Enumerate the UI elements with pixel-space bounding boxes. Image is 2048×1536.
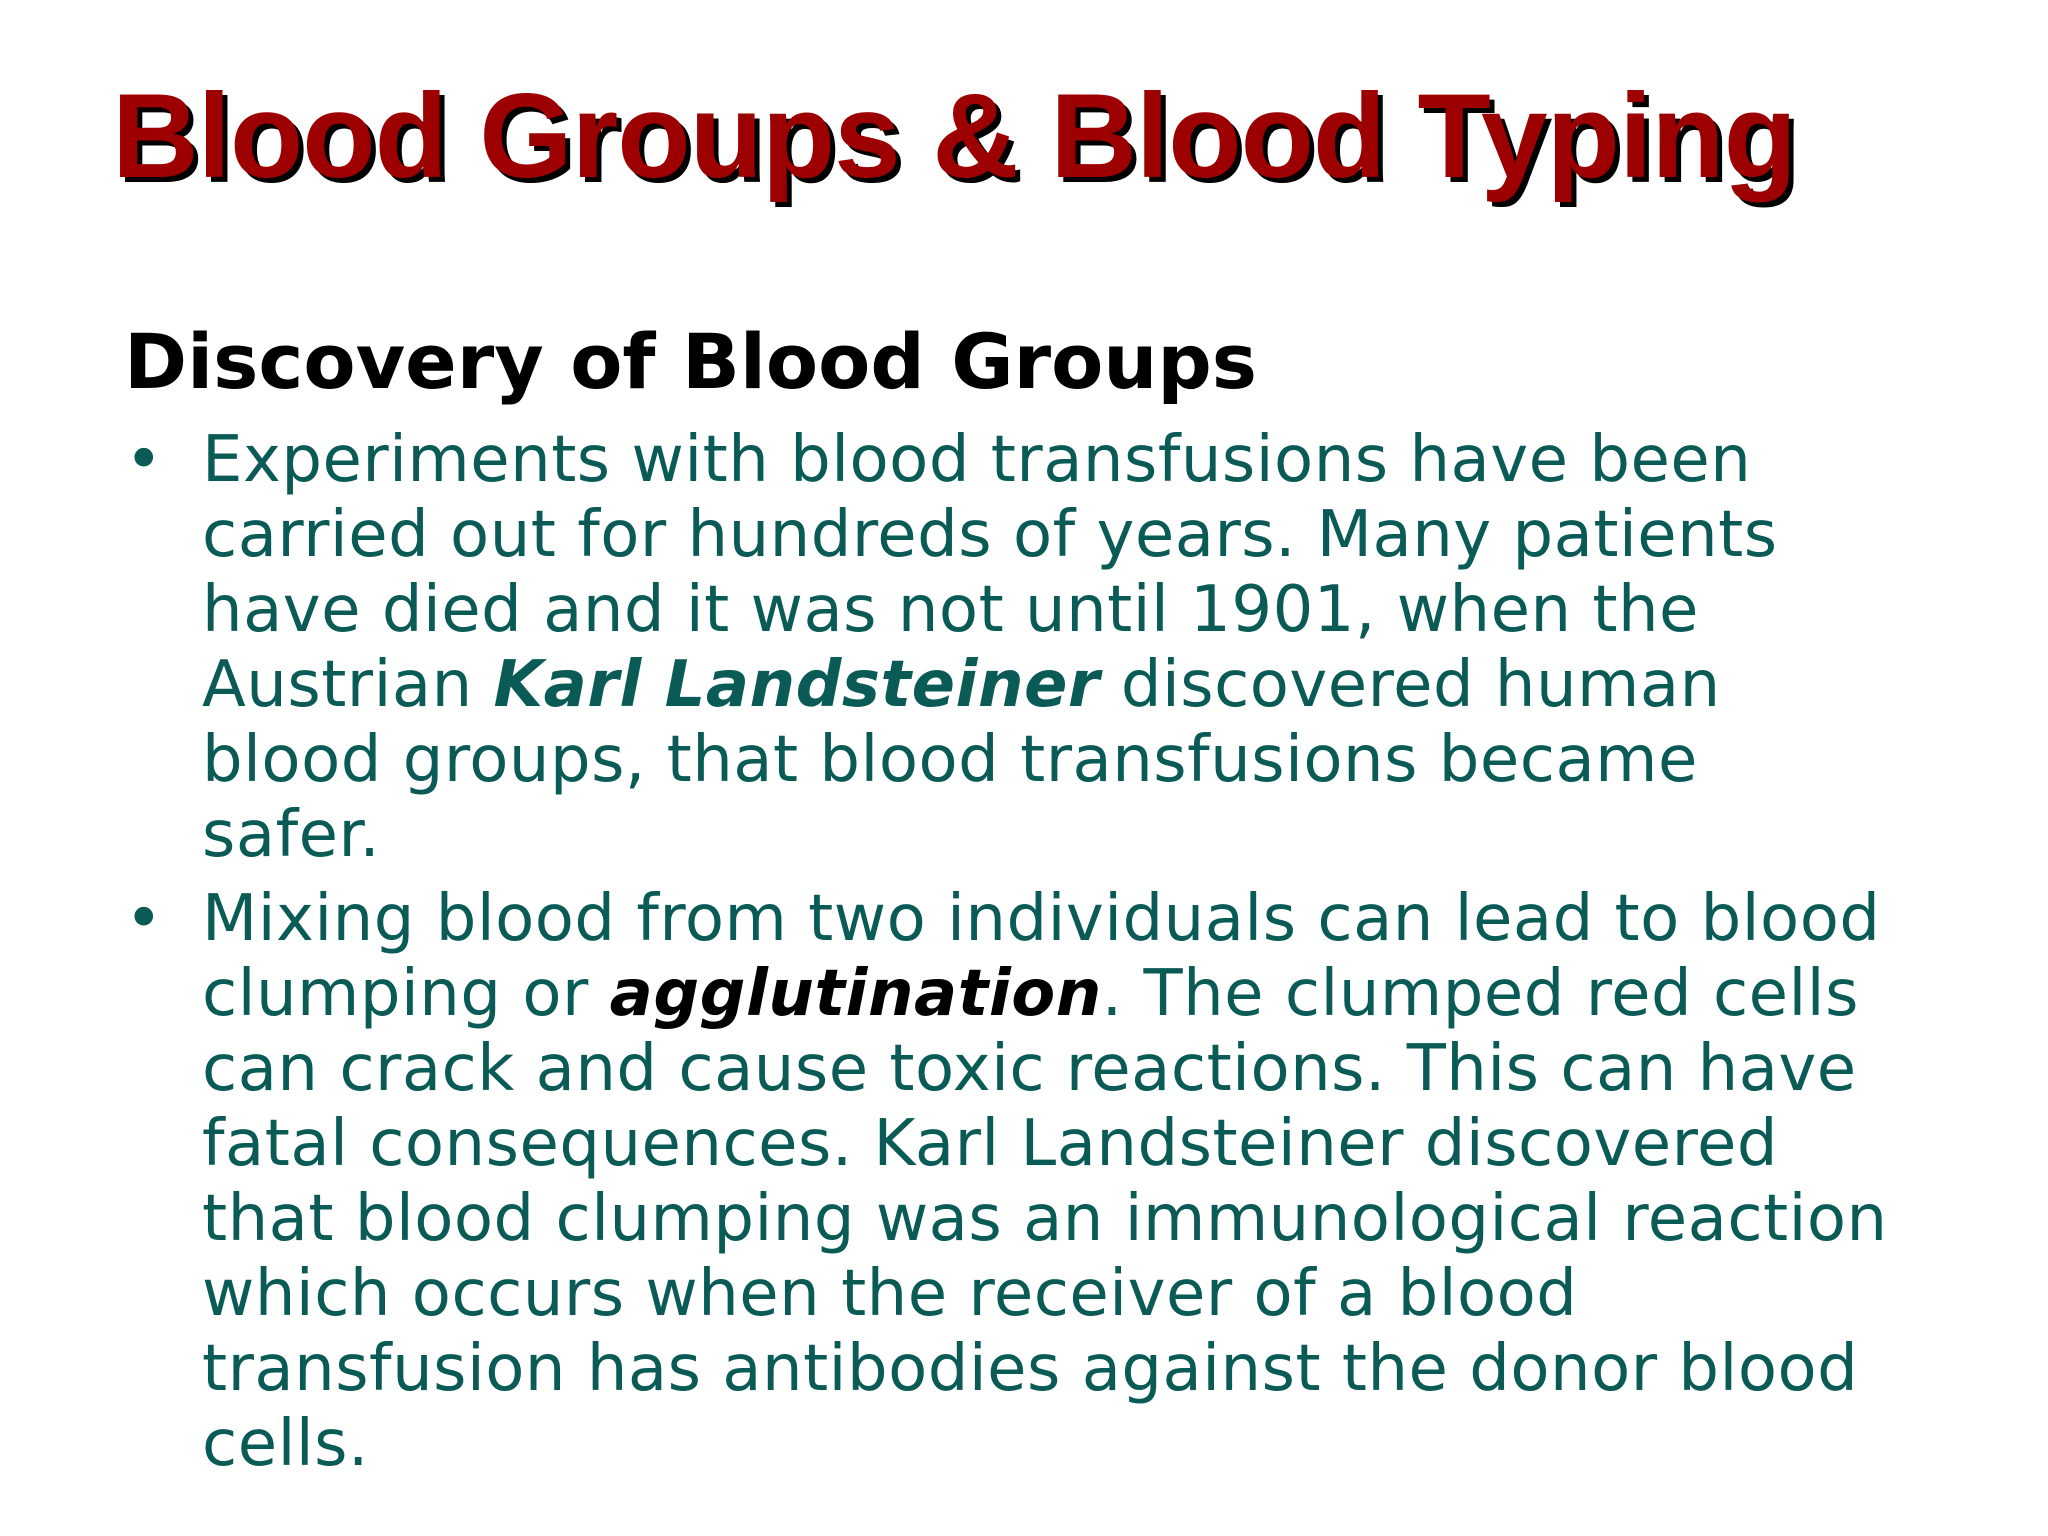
text-segment: Mixing blood from two individuals can lead to blood <box>202 882 1881 956</box>
bullet-line <box>202 1182 2004 1257</box>
slide-title: Blood Groups & Blood Typing <box>112 69 1796 203</box>
bullet-item <box>124 882 2004 1482</box>
text-segment: fatal consequences. Karl Landsteiner discovered <box>202 1107 1779 1181</box>
bullet-line <box>202 648 2004 723</box>
bullet-line <box>202 957 2004 1032</box>
text-segment: Experiments with blood transfusions have been <box>202 423 1752 497</box>
text-segment: have died and it was not until 1901, when the <box>202 573 1699 647</box>
bullet-line <box>202 882 2004 957</box>
text-segment: discovered human <box>1099 648 1721 722</box>
bullet-marker: • <box>124 882 164 956</box>
text-segment: clumping or <box>202 957 610 1031</box>
bullet-line <box>202 573 2004 648</box>
text-segment: cells. <box>202 1407 369 1481</box>
text-segment: . The clumped red cells <box>1101 957 1859 1031</box>
text-segment: which occurs when the receiver of a blood <box>202 1257 1578 1331</box>
bullet-line <box>202 1332 2004 1407</box>
text-segment: Austrian <box>202 648 494 722</box>
bullet-line <box>202 798 2004 873</box>
bullet-item <box>124 423 2004 873</box>
bullet-line <box>202 1032 2004 1107</box>
bullet-line <box>202 723 2004 798</box>
text-segment: can crack and cause toxic reactions. This can have <box>202 1032 1857 1106</box>
bullet-line <box>202 1107 2004 1182</box>
bullet-line <box>202 1407 2004 1482</box>
slide-subtitle: Discovery of Blood Groups <box>124 317 1258 406</box>
emphasized-term: Karl Landsteiner <box>493 648 1100 722</box>
emphasized-term: agglutination <box>609 957 1102 1031</box>
bullet-list <box>124 423 2004 1482</box>
text-segment: that blood clumping was an immunological reaction <box>202 1182 1888 1256</box>
text-segment: safer. <box>202 798 381 872</box>
text-segment: transfusion has antibodies against the donor blood <box>202 1332 1859 1406</box>
text-segment: carried out for hundreds of years. Many patients <box>202 498 1778 572</box>
bullet-line <box>202 498 2004 573</box>
bullet-line <box>202 423 2004 498</box>
bullet-marker: • <box>124 423 164 497</box>
text-segment: blood groups, that blood transfusions became <box>202 723 1698 797</box>
bullet-line <box>202 1257 2004 1332</box>
